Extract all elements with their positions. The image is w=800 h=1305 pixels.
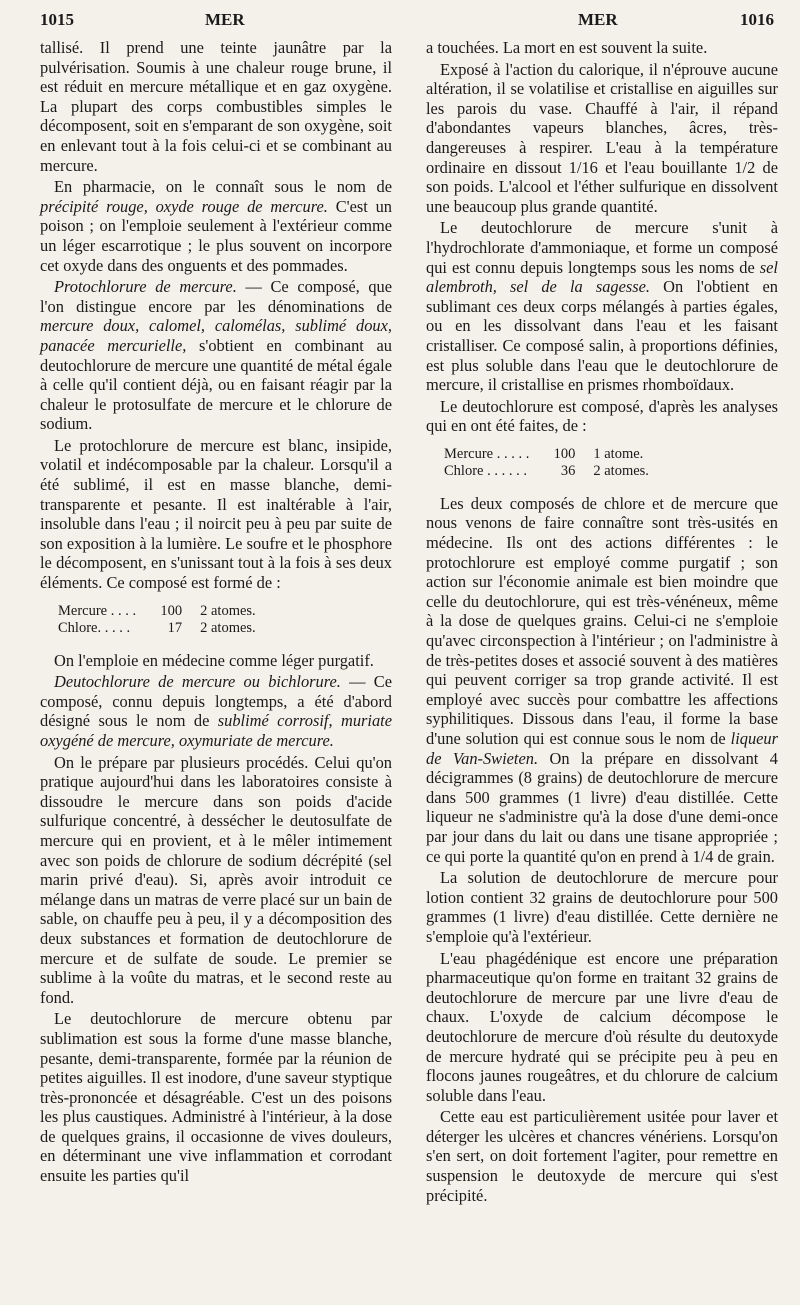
- paragraph: Le deutochlorure de mercure obtenu par sublimation est sous la forme d'une masse blanche, pesante, demi-transparente, formée par la réunion de petites aiguilles. Il est inodore, d'une saveur styptique très-prononcée et désagréable. C'est un des poisons les plus caustiques. Administré à l'intérieur, à la dose de quelques grains, il occasionne de vives douleurs, en déterminant une vive inflammation et corrodant ensuite les parties qu'il: [40, 1009, 392, 1186]
- paragraph: Protochlorure de mercure. — Ce composé, que l'on distingue encore par les dénominations de mercure doux, calomel, calomélas, sublimé doux, panacée mercurielle, s'obtient en combinant au deutochlorure de mercure une quantité de métal égale à celle qu'il contient déjà, ou en faisant réagir par la chaleur le protosulfate de mercure et le chlorure de sodium.: [40, 277, 393, 434]
- right-page-number: 1016: [740, 10, 774, 29]
- paragraph: Cette eau est particulièrement usitée pour laver et déterger les ulcères et chancres vénériens. Lorsqu'on s'en sert, on doit fortement l'agiter, pour remettre en suspension le deutoxyde de mercure qui s'est précipité.: [426, 1107, 778, 1205]
- table-row: Mercure . . . . . 100 1 atome.: [444, 445, 644, 462]
- paragraph: Les deux composés de chlore et de mercure que nous venons de faire connaître sont très-usités en médecine. Ils ont des actions différentes : le protochlorure est employé comme purgatif ; son action sur l'économie animale est bien moindre que celle du deutochlorure, qui est très-vénéneux, même à la dose de quelques grains. Celui-ci ne s'emploie qu'avec circonspection à l'intérieur ; on l'administre à de très-petites doses et associé souvent à des matières qui peuvent corriger sa trop grande activité. Il est employé avec succès pour combattre les affections syphilitiques. Dissous dans l'eau, il forme la base d'une solution qui est connue sous le nom de liqueur de Van-Swieten. On la prépare en dissolvant 4 décigrammes (8 grains) de deutochlorure de mercure dans 500 grammes (1 livre) d'eau distillée. Cette liqueur ne s'administre qu'à la dose d'une demi-once par jour dans du lait ou dans une tisane appropriée ; ce qui porte la quantité qu'on en prend à 1/4 de grain.: [426, 493, 778, 866]
- italic-term: précipité rouge, oxyde rouge de mercure.: [40, 196, 328, 216]
- paragraph: tallisé. Il prend une teinte jaunâtre par la pulvérisation. Soumis à une chaleur rouge brune, il est réduit en mercure métallique et en gaz oxygène. La plupart des corps combustibles simples le décomposent, soit en s'emparant de son oxygène, soit en enlevant tout à la fois celui-ci et se combinant au mercure.: [40, 38, 392, 175]
- table-row: Chlore . . . . . . 36 2 atomes.: [444, 462, 649, 479]
- paragraph: L'eau phagédénique est encore une préparation pharmaceutique qu'on forme en traitant 32 grains de deutochlorure de mercure par une livre d'eau de chaux. L'oxyde de calcium décompose le deutochlorure de mercure d'où résulte du deutoxyde de mercure hydraté qui se précipite peu à peu en flocons jaunes rougeâtres, et du chlorure de calcium soluble dans l'eau.: [426, 948, 778, 1105]
- italic-term: mercure doux, calomel, calomélas, sublimé doux, panacée mercurielle,: [40, 316, 392, 355]
- paragraph: On l'emploie en médecine comme léger purgatif.: [54, 650, 374, 670]
- paragraph: On le prépare par plusieurs procédés. Celui qu'on pratique aujourd'hui dans les laboratoires consiste à dissoudre le mercure dans son poids d'acide sulfurique concentré, à dessécher le deutosulfate de mercure qui en provient, et à le mêler intimement avec son poids de chlorure de sodium décrépité (sel marin privé d'eau). Si, après avoir introduit ce mélange dans un matras de verre placé sur un bain de sable, on chauffe peu à peu, il y a décomposition des deux substances et formation de deutochlorure de mercure et de sulfate de soude. Le premier se sublime à la voûte du matras, et le second reste au fond.: [40, 752, 392, 1007]
- right-column: [426, 38, 778, 1207]
- paragraph: Le deutochlorure est composé, d'après les analyses qui en ont été faites, de :: [426, 396, 778, 436]
- italic-term: liqueur de Van-Swieten.: [426, 729, 778, 768]
- column-divider: [408, 40, 409, 1290]
- paragraph: Le deutochlorure de mercure s'unit à l'hydrochlorate d'ammoniaque, et forme un composé qui est connu depuis longtemps sous les noms de sel alembroth, sel de la sagesse. On l'obtient en sublimant ces deux corps mélangés à parties égales, ou en les dissolvant dans l'eau et les faisant cristalliser. Ce composé salin, à proportions définies, est plus soluble dans l'eau que le deutochlorure de mercure, il cristallise en prismes rhomboïdaux.: [426, 218, 778, 395]
- table-row: Chlore. . . . . 17 2 atomes.: [58, 619, 256, 636]
- table-row: Mercure . . . . 100 2 atomes.: [58, 602, 256, 619]
- paragraph: Exposé à l'action du calorique, il n'éprouve aucune altération, il se volatilise et cristallise en aiguilles sur les parois du vase. Chauffé à l'air, il répand d'abondantes vapeurs blanches, âcres, très-dangereuses à respirer. L'eau à la température ordinaire en dissout 1/16 et l'eau bouillante 1/2 de son poids. L'alcool et l'éther sulfurique en dissolvent une beaucoup plus grande quantité.: [426, 59, 778, 216]
- paragraph: Le protochlorure de mercure est blanc, insipide, volatil et indécomposable par la chaleur. Lorsqu'il a été sublimé, il est en masse blanche, demi-transparente et pesante. Il est inaltérable à l'air, insoluble dans l'eau ; il noircit peu à peu par suite de son exposition à la lumière. Le soufre et le phosphore le décomposent, en s'unissant tout à la fois à ses deux éléments. Ce composé est formé de :: [40, 435, 392, 593]
- italic-term: sel alembroth, sel de la sagesse.: [426, 257, 778, 297]
- italic-term: sublimé corrosif, muriate oxygéné de mercure, oxymuriate de mercure.: [40, 711, 392, 750]
- composition-table: [58, 603, 262, 637]
- section-heading: Deutochlorure de mercure ou bichlorure.: [54, 672, 341, 692]
- paragraph: a touchées. La mort en est souvent la suite.: [426, 38, 708, 57]
- running-header: [0, 10, 800, 34]
- paragraph: La solution de deutochlorure de mercure pour lotion contient 32 grains de deutochlorure pour 500 grammes (1 livre) d'eau distillée. Cette dernière ne s'emploie qu'à l'extérieur.: [426, 868, 778, 946]
- left-page-number: 1015: [40, 10, 74, 29]
- section-heading: Protochlorure de mercure.: [54, 277, 237, 297]
- paragraph: Deutochlorure de mercure ou bichlorure. — Ce composé, connu depuis longtemps, a été d'abord désigné sous le nom de sublimé corrosif, muriate oxygéné de mercure, oxymuriate de mercure.: [40, 672, 392, 750]
- left-running-title: MER: [205, 10, 245, 29]
- paragraph: En pharmacie, on le connaît sous le nom de précipité rouge, oxyde rouge de mercure. C'est un poison ; on l'emploie seulement à l'extérieur comme un léger escarrotique ; le plus souvent on incorpore cet oxyde dans des onguents et des pommades.: [40, 177, 392, 275]
- right-running-title: MER: [578, 10, 618, 29]
- left-column: [40, 38, 392, 1188]
- composition-table: [444, 446, 655, 480]
